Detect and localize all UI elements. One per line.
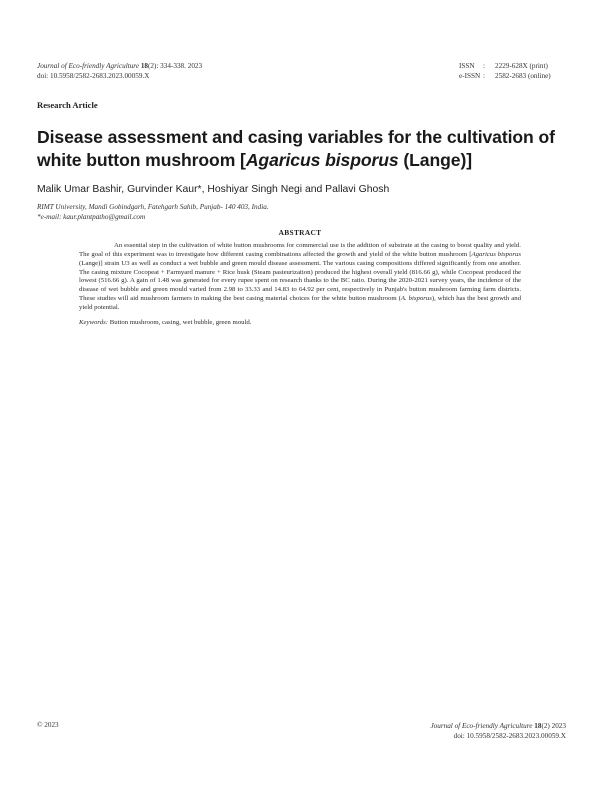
footer-journal-name: Journal of Eco-friendly Agriculture: [430, 722, 533, 730]
title-part-1: Disease assessment and casing variables for the cultivation of white button mushroom [: [37, 127, 555, 170]
abstract-body: [79, 242, 521, 313]
paper-title: [37, 126, 577, 172]
eissn-colon: :: [483, 72, 485, 80]
keywords: [79, 319, 521, 326]
keywords-label: Keywords:: [79, 319, 108, 326]
abstract-species: Agaricus bisporus: [471, 250, 521, 258]
journal-issue-pages: (2): 334-338. 2023: [148, 62, 203, 70]
footer-doi: doi: 10.5958/2582-2683.2023.00059.X: [453, 732, 566, 740]
eissn-label: e-ISSN: [459, 72, 481, 80]
doi: doi: 10.5958/2582-2683.2023.00059.X: [37, 72, 150, 80]
footer-citation: [398, 721, 566, 741]
affiliation: RIMT University, Mandi Gobindgarh, Fatehgarh Sahib, Punjab- 140 403, India.: [37, 203, 269, 211]
issn-colon: :: [483, 62, 485, 70]
journal-name: Journal of Eco-friendly Agriculture: [37, 62, 140, 70]
issn-value: 2229-628X (print): [495, 62, 548, 70]
affiliation-block: [37, 202, 269, 222]
footer-volume: 18: [534, 722, 542, 730]
abstract-heading: ABSTRACT: [278, 228, 322, 237]
copyright: © 2023: [37, 721, 59, 729]
journal-citation: [37, 61, 202, 81]
title-species: Agaricus bisporus: [245, 150, 399, 170]
abstract-species-short: A. bisporus: [400, 295, 432, 303]
title-part-2: (Lange)]: [398, 150, 472, 170]
authors: Malik Umar Bashir, Gurvinder Kaur*, Hoshiyar Singh Negi and Pallavi Ghosh: [37, 184, 390, 195]
abstract-text-a: An essential step in the cultivation of white button mushrooms for commercial use is the addition of substrate at the casing to boost quality and yield. The goal of this experiment was to investigate how different casing combinations affected the growth and yield of the white button mushroom [: [79, 242, 521, 258]
email: *e-mail: kaur.plantpatho@gmail.com: [37, 213, 146, 221]
article-type: Research Article: [37, 100, 98, 110]
footer-issue-pages: (2) 2023: [541, 722, 566, 730]
issn-label: ISSN: [459, 62, 475, 70]
abstract-text-b: (Lange)] strain U3 as well as conduct a wet bubble and green mould disease assessment. The various casing compositions differed significantly from one another. The casing mixture Cocopeat + Farmyard manure + Rice husk (Steam pasteurization) produced the highest overall yield (816.66 g), while Cocopeat produced the lowest (516.66 g). A gain of 1.48 was generated for every rupee spent on research thanks to the BC ratio. During the 2020-2021 survey years, the incidence of the disease of wet bubble and green mould varied from 2.98 to 33.33 and 14.83 to 64.92 per cent, respectively in Punjab's button mushroom farming farm districts. These studies will aid mushroom farmers in making the best casing material choices for the white button mushroom (: [79, 259, 521, 303]
issn-block: [459, 61, 551, 81]
keywords-value: Button mushroom, casing, wet bubble, green mould.: [108, 319, 252, 326]
abstract-text-c: ), which has the best growth and yield potential.: [79, 295, 521, 311]
journal-volume: 18: [140, 62, 148, 70]
eissn-value: 2582-2683 (online): [495, 72, 551, 80]
